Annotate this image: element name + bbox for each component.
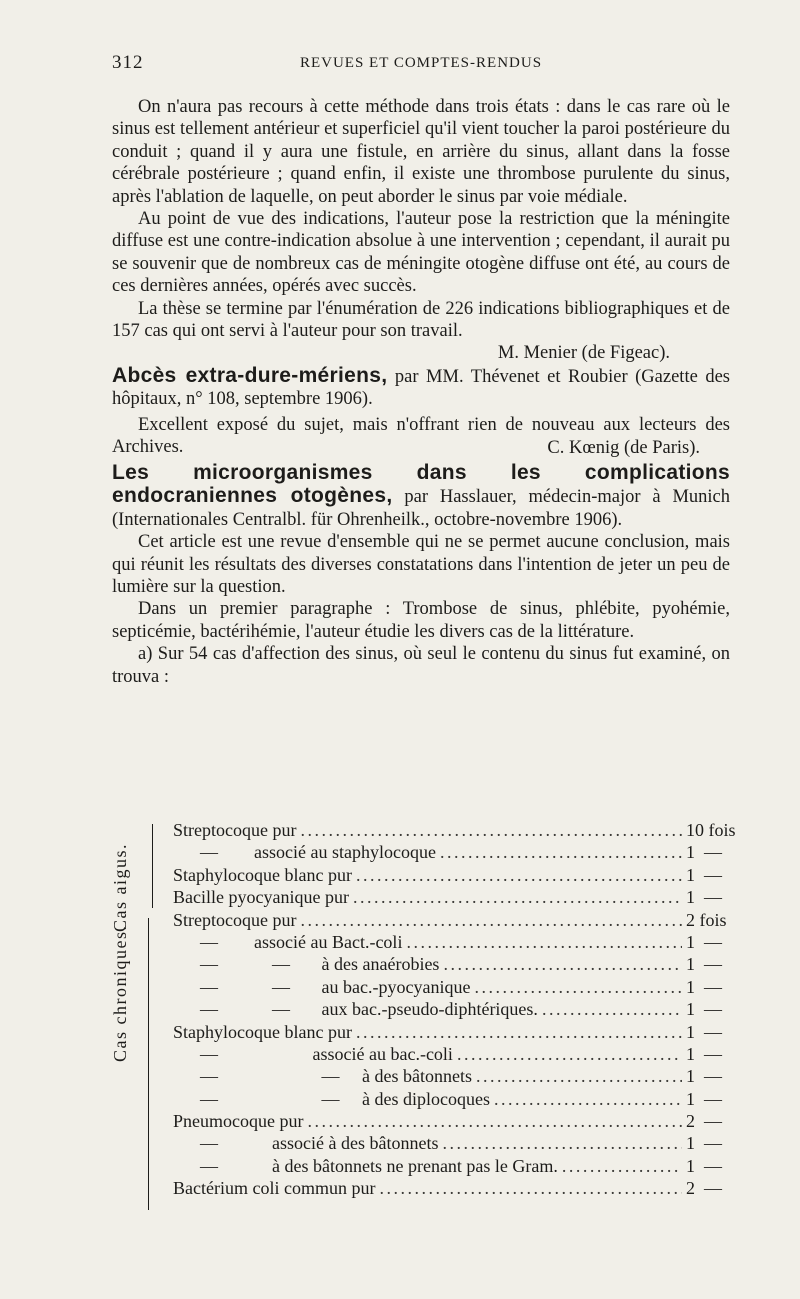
- case-count: 1 —: [686, 1133, 722, 1154]
- organism-label: Staphylocoque blanc pur: [173, 1021, 352, 1042]
- list-item: [100, 887, 740, 909]
- chronic-group-label: Cas chroniques.: [110, 924, 130, 1062]
- paragraph: La thèse se termine par l'énumération de 226 indications bibliographiques et de 157 cas qui ont servi à l'auteur pour son travail.: [112, 298, 730, 342]
- organism-label: — associé au Bact.-coli: [173, 931, 403, 952]
- paragraph: a) Sur 54 cas d'affection des sinus, où seul le contenu du sinus fut examiné, on trouva :: [112, 644, 730, 687]
- signature: C. Kœnig (de Paris).: [547, 437, 700, 458]
- dot-leader: [353, 887, 682, 908]
- section-title: Abcès extra-dure-mériens,: [112, 363, 388, 387]
- case-count: 2 —: [686, 1178, 722, 1199]
- running-title: REVUES ET COMPTES-RENDUS: [299, 55, 543, 71]
- dot-leader: [356, 865, 682, 886]
- dot-leader: [457, 1044, 682, 1065]
- list-item: [100, 820, 740, 842]
- section-citation: par MM. Thévenet et Roubier (Gazette des hôpitaux, n° 108, septembre 1906).: [112, 366, 730, 410]
- acute-group-label: Cas aigus.: [110, 843, 130, 932]
- paragraph: Au point de vue des indications, l'auteur pose la restriction que la méningite diffuse est une contre-indication absolue à une intervention ; cependant, il aurait pu se souvenir que de nombreux cas de méningite otogène diffuse ont été, au cours de ces dernières années, opérés avec succès.: [112, 209, 730, 297]
- organism-label: Bacille pyocyanique pur: [173, 887, 349, 908]
- organism-label: — — aux bac.-pseudo-diphtériques.: [173, 999, 538, 1020]
- organism-label: Staphylocoque blanc pur: [173, 864, 352, 885]
- list-item: [100, 910, 740, 932]
- case-count: 2 fois: [686, 909, 727, 930]
- list-item: [100, 1089, 740, 1111]
- list-item: [100, 1133, 740, 1155]
- case-count: 1 —: [686, 1021, 722, 1042]
- organism-label: Pneumocoque pur: [173, 1111, 304, 1132]
- case-count: 1 —: [686, 1155, 722, 1176]
- section-title: Les microorganismes dans les complications endocraniennes otogènes,: [112, 460, 730, 508]
- dot-leader: [356, 1022, 682, 1043]
- list-item: [100, 842, 740, 864]
- case-count: 10 fois: [686, 820, 736, 840]
- case-count: 2 —: [686, 1111, 722, 1132]
- dot-leader: [300, 820, 682, 841]
- page-header: [112, 52, 730, 80]
- case-count: 1 —: [686, 1088, 722, 1109]
- dot-leader: [406, 932, 682, 953]
- dot-leader: [562, 1156, 682, 1177]
- section-heading: [112, 365, 730, 411]
- acute-rows: [100, 820, 740, 910]
- list-item: [100, 932, 740, 954]
- dot-leader: [300, 910, 682, 931]
- case-count: 1 —: [686, 1066, 722, 1087]
- dot-leader: [379, 1178, 682, 1199]
- paragraph: Excellent exposé du sujet, mais n'offrant rien de nouveau aux lecteurs des Archives.: [112, 414, 730, 458]
- list-item: [100, 865, 740, 887]
- case-count: 1 —: [686, 999, 722, 1020]
- list-item: [100, 1111, 740, 1133]
- case-count: 1 —: [686, 864, 722, 885]
- dot-leader: [476, 1066, 682, 1087]
- list-item: [100, 1156, 740, 1178]
- organism-label: Bactérium coli commun pur: [173, 1178, 376, 1199]
- organism-list: [100, 820, 740, 1201]
- dot-leader: [494, 1089, 682, 1110]
- list-item: [100, 954, 740, 976]
- dot-leader: [542, 999, 682, 1020]
- section-citation: par Hasslauer, médecin-major à Munich (Internationales Centralbl. für Ohrenheilk., octobre-novembre 1906).: [112, 487, 730, 530]
- organism-label: — associé au staphylocoque: [173, 842, 436, 863]
- dot-leader: [307, 1111, 682, 1132]
- case-count: 1 —: [686, 954, 722, 975]
- organism-label: — associé au bac.-coli: [173, 1043, 453, 1064]
- list-item: [100, 1022, 740, 1044]
- organism-label: Streptocoque pur: [173, 820, 297, 840]
- dot-leader: [442, 1133, 682, 1154]
- organism-label: — — au bac.-pyocyanique: [173, 976, 471, 997]
- chronic-rows: [100, 910, 740, 1201]
- list-item: [100, 1044, 740, 1066]
- dot-leader: [474, 977, 682, 998]
- paragraph: Cet article est une revue d'ensemble qui ne se permet aucune conclusion, mais qui réunit les résultats des diverses constatations dans l'intention de jeter un peu de lumière sur la question.: [112, 532, 730, 597]
- page-number: 312: [112, 52, 144, 73]
- acute-brace: [152, 824, 153, 908]
- list-item: [100, 1066, 740, 1088]
- case-count: 1 —: [686, 1043, 722, 1064]
- list-item: [100, 977, 740, 999]
- organism-label: — — à des bâtonnets: [173, 1066, 472, 1087]
- chronic-brace: [148, 918, 149, 1210]
- organism-label: Streptocoque pur: [173, 909, 297, 930]
- organism-label: — associé à des bâtonnets: [173, 1133, 439, 1154]
- dot-leader: [440, 842, 682, 863]
- section-heading: [112, 462, 730, 531]
- case-count: 1 —: [686, 931, 722, 952]
- signature: M. Menier (de Figeac).: [497, 343, 670, 364]
- list-item: [100, 1178, 740, 1200]
- paragraph: Dans un premier paragraphe : Trombose de sinus, phlébite, pyohémie, septicémie, bactérihémie, l'auteur étudie les divers cas de la littérature.: [112, 599, 730, 642]
- organism-label: — — à des diplocoques: [173, 1088, 490, 1109]
- case-count: 1 —: [686, 976, 722, 997]
- list-item: [100, 999, 740, 1021]
- paragraph: On n'aura pas recours à cette méthode dans trois états : dans le cas rare où le sinus est tellement antérieur et superficiel qu'il vient toucher la paroi postérieure du conduit ; quand il y aura une fistule, en arrière du sinus, allant dans la fosse cérébrale postérieure ; quand enfin, il existe une thrombose purulente du sinus, après l'ablation de laquelle, on peut aborder le sinus par voie médiale.: [112, 97, 730, 207]
- case-count: 1 —: [686, 842, 722, 863]
- dot-leader: [443, 954, 682, 975]
- organism-label: — — à des anaérobies: [173, 954, 440, 975]
- case-count: 1 —: [686, 887, 722, 908]
- organism-label: — à des bâtonnets ne prenant pas le Gram.: [173, 1155, 558, 1176]
- body-text: [112, 96, 730, 688]
